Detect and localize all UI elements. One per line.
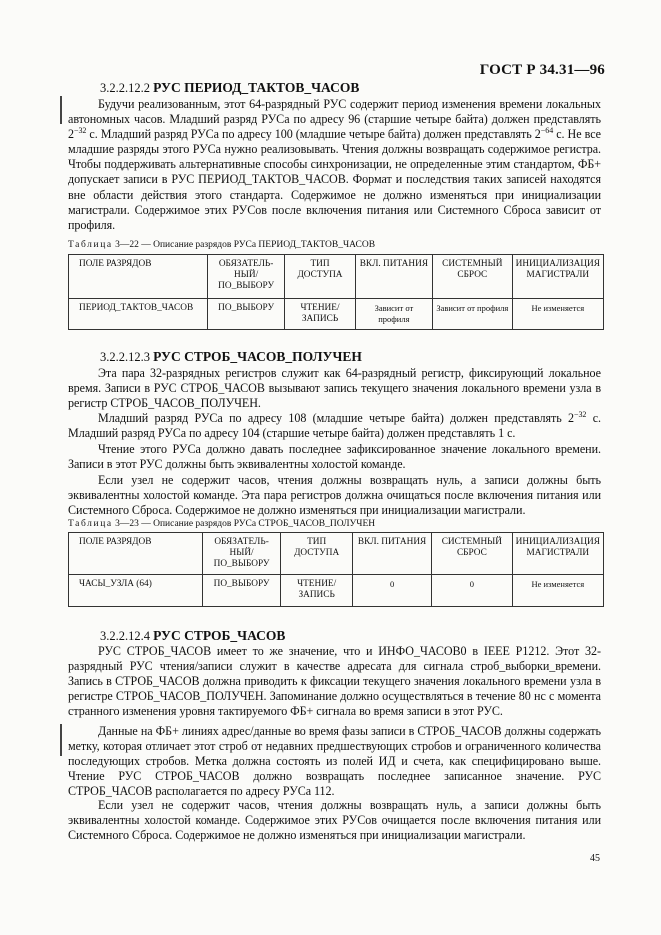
table-header-cell: ВКЛ. ПИТАНИЯ — [355, 255, 432, 299]
document-header: ГОСТ Р 34.31—96 — [479, 62, 605, 78]
section-number: 3.2.2.12.4 — [100, 629, 150, 643]
paragraph: Будучи реализованным, этот 64-разрядный РУС содержит период изменения времени локальных автономных часов. Младший разряд РУСа по адресу 96 (старшие четыре байта) должен представлять $2^{-32}$ с. Младший разряд РУСа по адресу 100 (младшие четыре байта) должен представлять $2^{-64}$ с. Не все младшие разряды этого РУСа нужно реализовывать. Чтения должны возвращать содержимое регистра. Чтобы поддерживать альтернативные способы синхронизации, не определенные этим стандартом, ФБ+ допускает записи в РУС ПЕРИОД_ТАКТОВ_ЧАСОВ. Формат и последствия таких записей находятся вне области действия этого стандарта. Содержимое не должно изменяться при инициализации магистрали. Содержимое этих РУСов после включения питания или Системного Сброса зависит от профиля. — [68, 97, 601, 232]
section-heading-2 — [100, 349, 362, 365]
table-header-cell: ТИП ДОСТУПА — [281, 533, 353, 575]
table-cell: ЧАСЫ_УЗЛА (64) — [69, 575, 203, 607]
table-cell: Не изменяется — [512, 575, 603, 607]
table-header-cell: ПОЛЕ РАЗРЯДОВ — [69, 533, 203, 575]
revision-bar — [60, 724, 62, 756]
table-cell: ЧТЕНИЕ/ЗАПИСЬ — [281, 575, 353, 607]
revision-bar — [60, 96, 62, 124]
section-number: 3.2.2.12.2 — [100, 81, 150, 95]
table-cell: 0 — [432, 575, 513, 607]
table-header-cell: ОБЯЗАТЕЛЬ-НЫЙ/ПО_ВЫБОРУ — [207, 255, 284, 299]
table-cell: Зависит от профиля — [355, 299, 432, 330]
section-heading-1 — [100, 80, 359, 96]
table-cell: ПЕРИОД_ТАКТОВ_ЧАСОВ — [69, 299, 208, 330]
section-number: 3.2.2.12.3 — [100, 350, 150, 364]
table-cell: Не изменяется — [512, 299, 603, 330]
section-heading-3 — [100, 628, 285, 644]
paragraph: Чтение этого РУСа должно давать последнее зафиксированное значение локального времени. Записи в этот РУС должны быть эквивалентны холостой команде. — [68, 442, 601, 472]
table-cell: Зависит от профиля — [432, 299, 512, 330]
table-header-cell: ПОЛЕ РАЗРЯДОВ — [69, 255, 208, 299]
page-number: 45 — [590, 853, 600, 864]
table-caption: Таблица 3—23 — Описание разрядов РУСа СТРОБ_ЧАСОВ_ПОЛУЧЕН — [68, 519, 376, 529]
table-row — [69, 299, 604, 330]
table-header-cell: ИНИЦИАЛИЗАЦИЯ МАГИСТРАЛИ — [512, 255, 603, 299]
table-cell: ЧТЕНИЕ/ЗАПИСЬ — [285, 299, 356, 330]
paragraph: Если узел не содержит часов, чтения должны возвращать нуль, а записи должны быть эквивалентны холостой команде. Содержимое этих РУСов очищается после включения питания или Системного Сброса. Содержимое не должно изменяться при инициализации магистрали. — [68, 798, 601, 843]
bit-table-2 — [68, 532, 604, 607]
section-title: РУС СТРОБ_ЧАСОВ_ПОЛУЧЕН — [153, 349, 362, 364]
table-header-row — [69, 533, 604, 575]
paragraph: Младший разряд РУСа по адресу 108 (младшие четыре байта) должен представлять $2^{-32}$ с. Младший разряд РУСа по адресу 104 (старшие четыре байта) должен представлять 1 с. — [68, 409, 602, 441]
table-cell: 0 — [353, 575, 432, 607]
paragraph: РУС СТРОБ_ЧАСОВ имеет то же значение, что и ИНФО_ЧАСОВ0 в IEEE P1212. Этот 32-разрядный РУС чтения/записи служит в качестве адресата для сигнала строб_выборки_времени. Запись в СТРОБ_ЧАСОВ должна приводить к фиксации текущего значения локального времени узла в регистре СТРОБ_ЧАСОВ_ПОЛУЧЕН. Запоминание должно осуществляться в течение 80 нс с момента странного изменения уровня тактируемого ФБ+ сигнала во время записи в этот РУС. — [68, 644, 601, 719]
table-header-row — [69, 255, 604, 299]
bit-table-1 — [68, 254, 604, 330]
table-header-cell: СИСТЕМНЫЙ СБРОС — [432, 533, 513, 575]
paragraph: Если узел не содержит часов, чтения должны возвращать нуль, а записи должны быть эквивалентны холостой команде. Эта пара регистров должна очищаться после включения питания или Системного Сброса. Содержимое не должно изменяться при инициализации магистрали. — [68, 473, 601, 518]
table-header-cell: СИСТЕМНЫЙ СБРОС — [432, 255, 512, 299]
table-header-cell: ИНИЦИАЛИЗАЦИЯ МАГИСТРАЛИ — [512, 533, 603, 575]
section-title: РУС СТРОБ_ЧАСОВ — [153, 628, 286, 643]
table-caption: Таблица 3—22 — Описание разрядов РУСа ПЕРИОД_ТАКТОВ_ЧАСОВ — [68, 240, 376, 250]
paragraph: Данные на ФБ+ линиях адрес/данные во время фазы записи в СТРОБ_ЧАСОВ должны содержать метку, которая отличает этот строб от недавних предшествующих стробов и ограниченного количества последующих стробов. Метка должна состоять из полей ИД и счета, как специфицировано выше. Чтение РУС СТРОБ_ЧАСОВ должно возвращать последнее записанное значение. РУС СТРОБ_ЧАСОВ располагается по адресу РУСа 112. — [68, 724, 601, 799]
section-title: РУС ПЕРИОД_ТАКТОВ_ЧАСОВ — [153, 80, 360, 95]
table-cell: ПО_ВЫБОРУ — [207, 299, 284, 330]
table-header-cell: ТИП ДОСТУПА — [285, 255, 356, 299]
table-header-cell: ВКЛ. ПИТАНИЯ — [353, 533, 432, 575]
table-cell: ПО_ВЫБОРУ — [202, 575, 280, 607]
table-header-cell: ОБЯЗАТЕЛЬ-НЫЙ/ПО_ВЫБОРУ — [202, 533, 280, 575]
table-row — [69, 575, 604, 607]
paragraph: Эта пара 32-разрядных регистров служит как 64-разрядный регистр, фиксирующий локальное время. Записи в РУС СТРОБ_ЧАСОВ вызывают запись текущего значения локального времени узла в регистр СТРОБ_ЧАСОВ_ПОЛУЧЕН. — [68, 366, 601, 411]
